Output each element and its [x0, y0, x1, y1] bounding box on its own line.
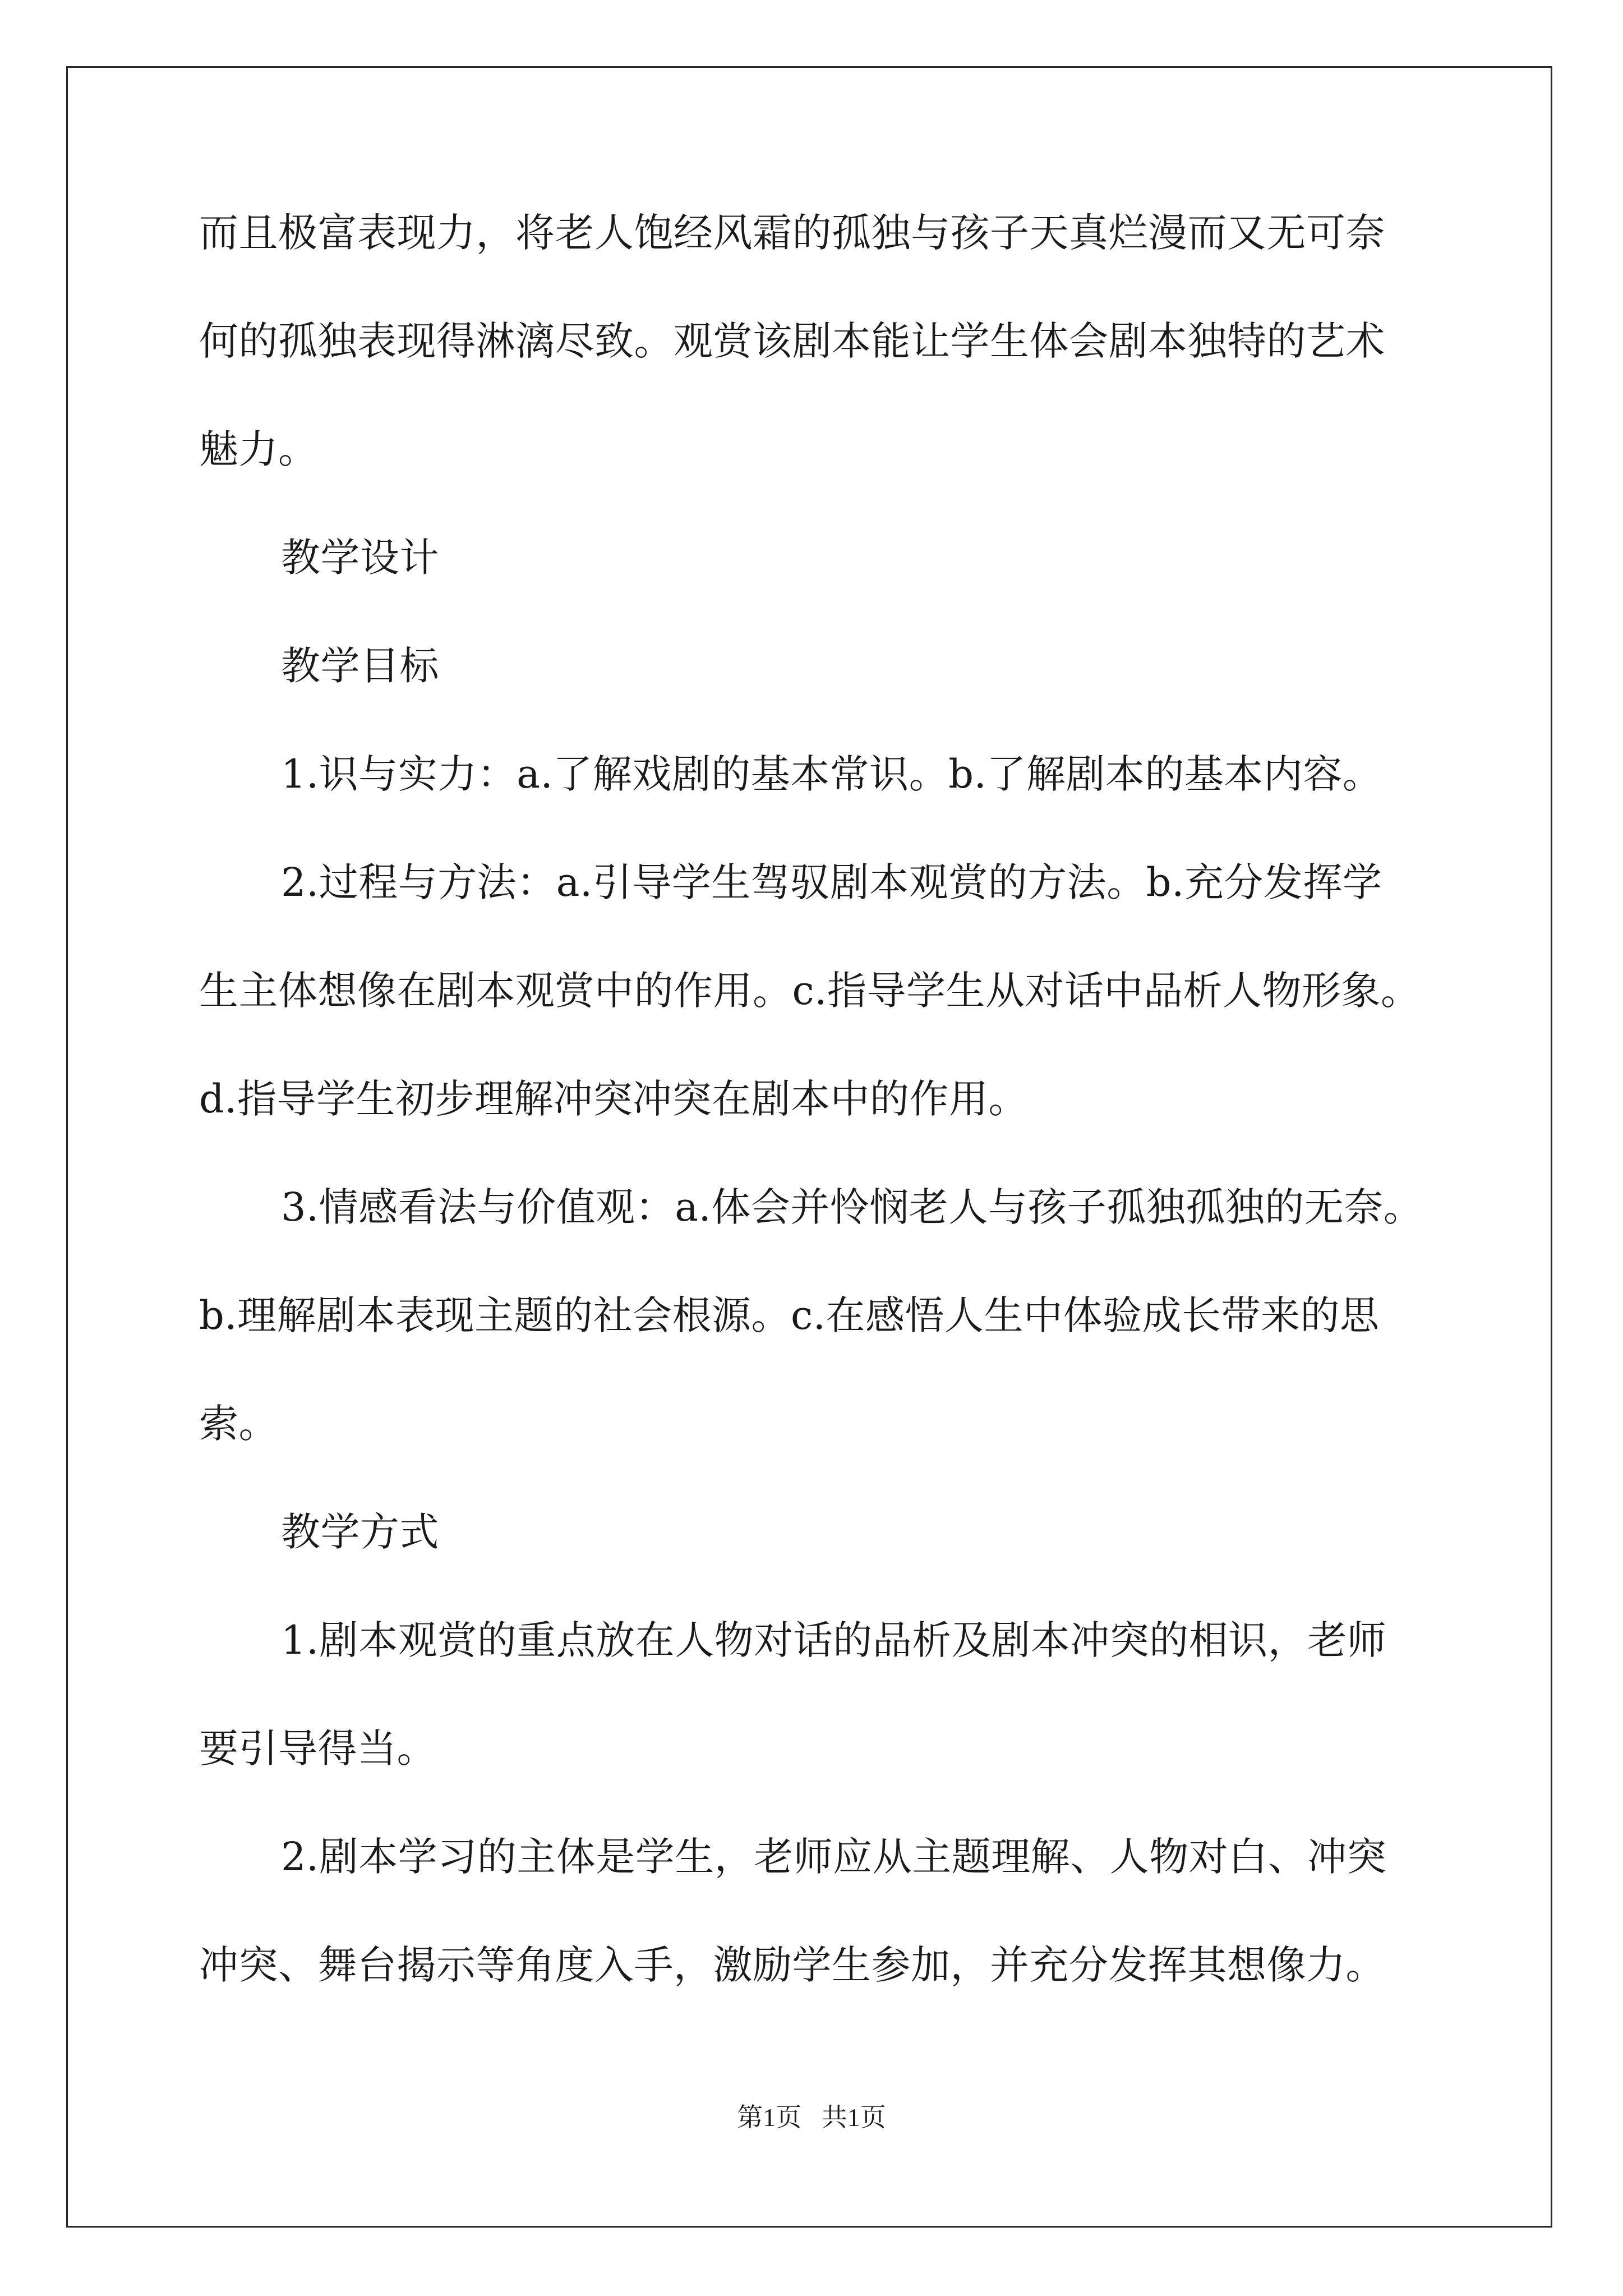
section-heading-teaching-method: 教学方式	[281, 1509, 439, 1555]
paragraph-line: 索。	[199, 1401, 278, 1447]
page-number: 第1页	[737, 2103, 802, 2132]
goal-item-3: 3.情感看法与价值观：a.体会并怜悯老人与孩子孤独孤独的无奈。	[281, 1184, 1423, 1230]
section-heading-teaching-goals: 教学目标	[281, 643, 439, 689]
page-border	[66, 66, 1552, 2228]
paragraph-line: b.理解剧本表现主题的社会根源。c.在感悟人生中体验成长带来的思	[199, 1292, 1380, 1338]
page-total: 共1页	[821, 2103, 886, 2132]
paragraph-line: 而且极富表现力，将老人饱经风霜的孤独与孩子天真烂漫而又无可奈	[199, 210, 1385, 256]
paragraph-line: 魅力。	[199, 426, 318, 472]
method-item-2: 2.剧本学习的主体是学生，老师应从主题理解、人物对白、冲突	[281, 1834, 1387, 1880]
paragraph-line: 何的孤独表现得淋漓尽致。观赏该剧本能让学生体会剧本独特的艺术	[199, 318, 1385, 364]
paragraph-line: 生主体想像在剧本观赏中的作用。c.指导学生从对话中品析人物形象。	[199, 968, 1421, 1014]
method-item-1: 1.剧本观赏的重点放在人物对话的品析及剧本冲突的相识，老师	[281, 1617, 1387, 1663]
paragraph-line: d.指导学生初步理解冲突冲突在剧本中的作用。	[199, 1076, 1029, 1122]
goal-item-1: 1.识与实力：a.了解戏剧的基本常识。b.了解剧本的基本内容。	[281, 751, 1382, 797]
goal-item-2: 2.过程与方法：a.引导学生驾驭剧本观赏的方法。b.充分发挥学	[281, 859, 1382, 905]
page-footer	[0, 2101, 1623, 2134]
section-heading-teaching-design: 教学设计	[281, 535, 439, 581]
paragraph-line: 要引导得当。	[199, 1726, 436, 1772]
paragraph-line: 冲突、舞台揭示等角度入手，激励学生参加，并充分发挥其想像力。	[199, 1942, 1385, 1988]
